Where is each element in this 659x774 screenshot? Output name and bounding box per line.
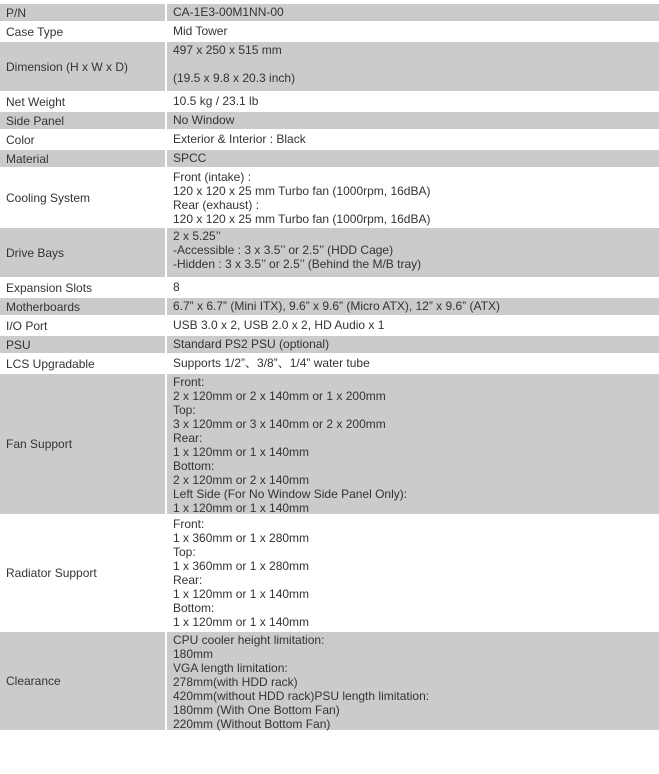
- spec-label: Motherboards: [0, 298, 167, 315]
- spec-value: [167, 4, 659, 21]
- spec-value-line: Rear:: [173, 431, 203, 445]
- spec-row: [0, 23, 659, 42]
- spec-value-line: VGA length limitation:: [173, 661, 288, 675]
- spec-row: [0, 516, 659, 632]
- spec-row: [0, 42, 659, 93]
- spec-value-line: Top:: [173, 403, 196, 417]
- spec-label: Case Type: [0, 23, 167, 40]
- spec-value: [167, 131, 659, 148]
- spec-value: [167, 279, 659, 296]
- spec-row: [0, 298, 659, 317]
- spec-label: P/N: [0, 4, 167, 21]
- spec-value: [167, 23, 659, 40]
- spec-value: [167, 516, 659, 630]
- spec-label: Drive Bays: [0, 228, 167, 277]
- spec-label: Clearance: [0, 632, 167, 730]
- spec-value-line: USB 3.0 x 2, USB 2.0 x 2, HD Audio x 1: [173, 318, 385, 332]
- spec-value-line: 1 x 120mm or 1 x 140mm: [173, 501, 310, 515]
- spec-value: [167, 374, 659, 514]
- spec-value: [167, 42, 659, 91]
- spec-value-line: 6.7” x 6.7” (Mini ITX), 9.6” x 9.6” (Micro ATX), 12” x 9.6” (ATX): [173, 299, 500, 313]
- spec-value: [167, 336, 659, 353]
- spec-label: PSU: [0, 336, 167, 353]
- spec-value-line: 8: [173, 280, 180, 294]
- spec-value-line: 10.5 kg / 23.1 lb: [173, 94, 259, 108]
- spec-value: [167, 632, 659, 730]
- spec-value-line: Rear (exhaust) :: [173, 198, 260, 212]
- spec-value-line: Rear:: [173, 573, 203, 587]
- spec-label: Net Weight: [0, 93, 167, 110]
- spec-row: [0, 374, 659, 516]
- spec-row: [0, 317, 659, 336]
- spec-row: [0, 632, 659, 732]
- spec-value: [167, 228, 659, 277]
- spec-value-line: 180mm: [173, 647, 214, 661]
- spec-value: [167, 355, 659, 372]
- spec-label: Expansion Slots: [0, 279, 167, 296]
- spec-value-line: Front:: [173, 375, 205, 389]
- spec-value: [167, 93, 659, 110]
- spec-value-line: 2 x 120mm or 2 x 140mm: [173, 473, 310, 487]
- spec-value-line: Exterior & Interior : Black: [173, 132, 306, 146]
- spec-label: I/O Port: [0, 317, 167, 334]
- spec-value-line: 220mm (Without Bottom Fan): [173, 717, 331, 731]
- spec-value-line: -Accessible : 3 x 3.5’’ or 2.5’’ (HDD Cage): [173, 243, 394, 257]
- spec-row: [0, 355, 659, 374]
- spec-row: [0, 112, 659, 131]
- spec-value-line: 1 x 120mm or 1 x 140mm: [173, 445, 310, 459]
- spec-value-line: SPCC: [173, 151, 207, 165]
- spec-value-line: 1 x 120mm or 1 x 140mm: [173, 615, 310, 629]
- spec-row: [0, 279, 659, 298]
- spec-value-line: No Window: [173, 113, 235, 127]
- spec-value-line: 420mm(without HDD rack)PSU length limitation:: [173, 689, 430, 703]
- spec-value-line: Bottom:: [173, 459, 215, 473]
- spec-label: LCS Upgradable: [0, 355, 167, 372]
- spec-value-line: [173, 57, 653, 71]
- spec-value-line: 1 x 360mm or 1 x 280mm: [173, 531, 310, 545]
- spec-label: Fan Support: [0, 374, 167, 514]
- spec-value-line: Standard PS2 PSU (optional): [173, 337, 330, 351]
- spec-value-line: 2 x 5.25’’: [173, 229, 221, 243]
- spec-value-line: Left Side (For No Window Side Panel Only):: [173, 487, 408, 501]
- spec-value-line: 120 x 120 x 25 mm Turbo fan (1000rpm, 16dBA): [173, 212, 431, 226]
- spec-value-line: (19.5 x 9.8 x 20.3 inch): [173, 71, 296, 85]
- spec-value-line: Front:: [173, 517, 205, 531]
- spec-label: Dimension (H x W x D): [0, 42, 167, 91]
- spec-value-line: 2 x 120mm or 2 x 140mm or 1 x 200mm: [173, 389, 386, 403]
- spec-value: [167, 112, 659, 129]
- spec-value-line: Bottom:: [173, 601, 215, 615]
- spec-value-line: 278mm(with HDD rack): [173, 675, 298, 689]
- spec-row: [0, 131, 659, 150]
- spec-value-line: Top:: [173, 545, 196, 559]
- spec-value-line: Mid Tower: [173, 24, 228, 38]
- spec-row: [0, 93, 659, 112]
- spec-row: [0, 169, 659, 228]
- spec-value-line: 497 x 250 x 515 mm: [173, 43, 282, 57]
- spec-value-line: Supports 1/2”、3/8”、1/4” water tube: [173, 356, 370, 370]
- spec-value: [167, 150, 659, 167]
- spec-value-line: 3 x 120mm or 3 x 140mm or 2 x 200mm: [173, 417, 386, 431]
- spec-value: [167, 317, 659, 334]
- spec-value-line: 120 x 120 x 25 mm Turbo fan (1000rpm, 16dBA): [173, 184, 431, 198]
- spec-value-line: Front (intake) :: [173, 170, 252, 184]
- spec-value: [167, 169, 659, 226]
- spec-label: Color: [0, 131, 167, 148]
- spec-label: Cooling System: [0, 169, 167, 226]
- spec-label: Material: [0, 150, 167, 167]
- spec-row: [0, 228, 659, 279]
- spec-value-line: 1 x 360mm or 1 x 280mm: [173, 559, 310, 573]
- spec-value: [167, 298, 659, 315]
- spec-value-line: -Hidden : 3 x 3.5’’ or 2.5’’ (Behind the M/B tray): [173, 257, 422, 271]
- spec-value-line: CPU cooler height limitation:: [173, 633, 325, 647]
- spec-row: [0, 150, 659, 169]
- spec-row: [0, 336, 659, 355]
- spec-value-line: 180mm (With One Bottom Fan): [173, 703, 340, 717]
- spec-row: [0, 4, 659, 23]
- spec-value-line: CA-1E3-00M1NN-00: [173, 5, 284, 19]
- spec-label: Radiator Support: [0, 516, 167, 630]
- spec-value-line: 1 x 120mm or 1 x 140mm: [173, 587, 310, 601]
- spec-label: Side Panel: [0, 112, 167, 129]
